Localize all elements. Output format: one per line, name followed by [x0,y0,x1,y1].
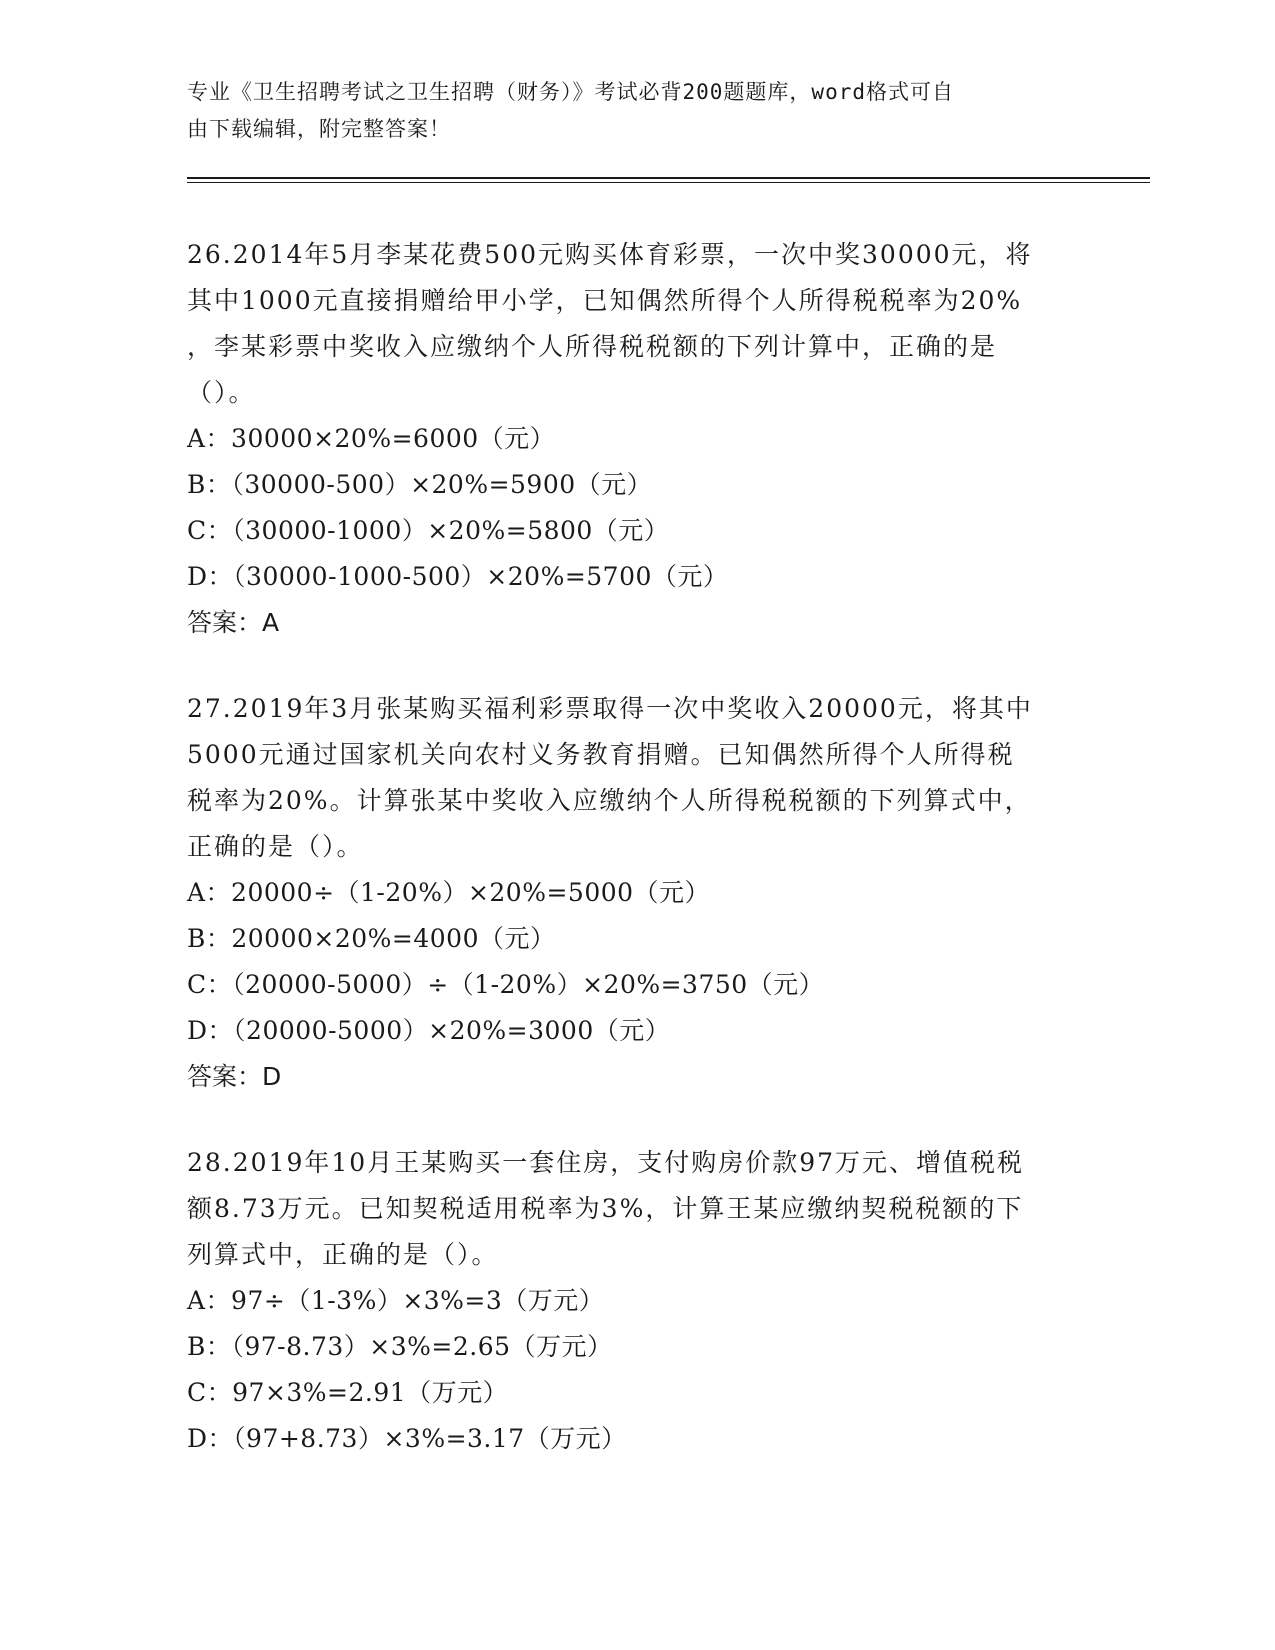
question-26-line-2: 其中1000元直接捐赠给甲小学，已知偶然所得个人所得税税率为20% [187,286,1023,315]
question-26-option-a: A：30000×20%=6000（元） [187,424,556,453]
question-26-option-d: D：（30000-1000-500）×20%=5700（元） [187,562,729,591]
question-27 [187,686,1087,1100]
question-28-line-1: 28.2019年10月王某购买一套住房，支付购房价款97万元、增值税税 [187,1148,1025,1177]
header-line-1: 专业《卫生招聘考试之卫生招聘（财务）》考试必背200题题库，word格式可自 [187,80,954,104]
question-26-answer: 答案：A [187,608,280,637]
question-28-option-c: C：97×3%=2.91（万元） [187,1378,509,1407]
question-27-answer: 答案：D [187,1062,282,1091]
question-26-line-3: ，李某彩票中奖收入应缴纳个人所得税税额的下列计算中，正确的是 [187,332,998,361]
question-26-option-c: C：（30000-1000）×20%=5800（元） [187,516,670,545]
question-26-line-4: （）。 [187,378,256,407]
question-28-line-3: 列算式中，正确的是（）。 [187,1240,499,1269]
question-27-option-b: B：20000×20%=4000（元） [187,924,556,953]
question-26 [187,232,1087,646]
question-28-option-a: A：97÷（1-3%）×3%=3（万元） [187,1286,605,1315]
header-line-2: 由下载编辑，附完整答案！ [187,117,451,141]
header-divider-thick [187,177,1150,179]
question-27-line-1: 27.2019年3月张某购买福利彩票取得一次中奖收入20000元，将其中 [187,694,1033,723]
question-26-line-1: 26.2014年5月李某花费500元购买体育彩票，一次中奖30000元，将 [187,240,1033,269]
question-27-option-d: D：（20000-5000）×20%=3000（元） [187,1016,671,1045]
header-divider-thin [187,182,1150,183]
question-27-option-c: C：（20000-5000）÷（1-20%）×20%=3750（元） [187,970,825,999]
question-28 [187,1140,1087,1462]
question-28-option-d: D：（97+8.73）×3%=3.17（万元） [187,1424,627,1453]
question-27-line-3: 税率为20%。计算张某中奖收入应缴纳个人所得税税额的下列算式中， [187,786,1032,815]
document-header [187,74,1087,148]
question-27-option-a: A：20000÷（1-20%）×20%=5000（元） [187,878,711,907]
question-26-option-b: B：（30000-500）×20%=5900（元） [187,470,653,499]
question-27-line-4: 正确的是（）。 [187,832,364,861]
question-28-option-b: B：（97-8.73）×3%=2.65（万元） [187,1332,613,1361]
question-28-line-2: 额8.73万元。已知契税适用税率为3%，计算王某应缴纳契税税额的下 [187,1194,1024,1223]
question-27-line-2: 5000元通过国家机关向农村义务教育捐赠。已知偶然所得个人所得税 [187,740,1015,769]
